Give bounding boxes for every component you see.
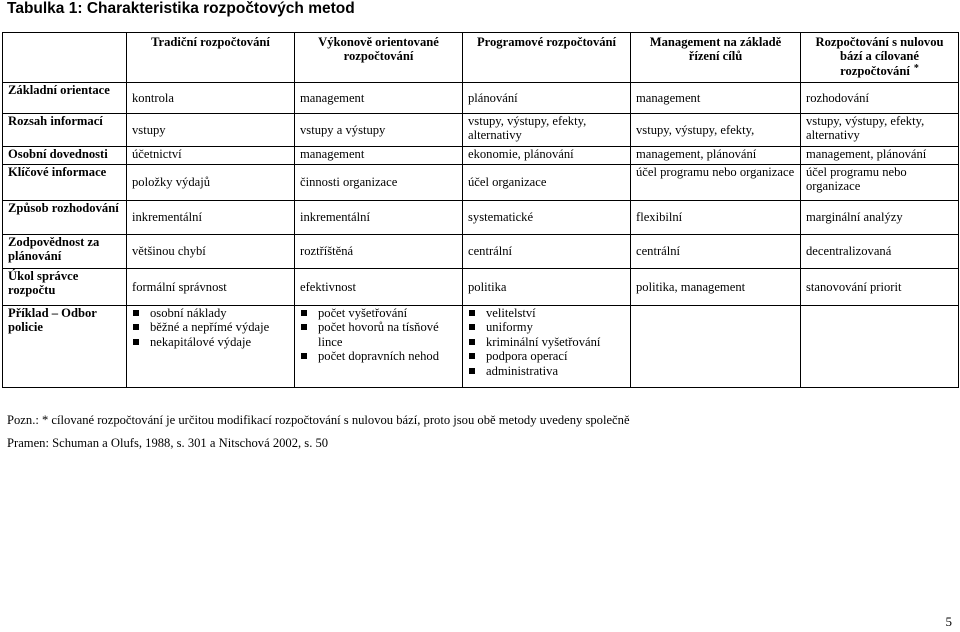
table-cell: kontrola bbox=[127, 83, 295, 114]
table-row-informace bbox=[3, 114, 959, 147]
list-item: uniformy bbox=[468, 320, 625, 334]
table-cell: flexibilní bbox=[631, 201, 801, 235]
bullet-list bbox=[300, 306, 457, 364]
table-cell: centrální bbox=[631, 235, 801, 269]
table-row-dovednosti bbox=[3, 147, 959, 165]
table-cell: inkrementální bbox=[295, 201, 463, 235]
table-cell: účetnictví bbox=[127, 147, 295, 165]
table-cell: management bbox=[295, 83, 463, 114]
table-cell: marginální analýzy bbox=[801, 201, 959, 235]
table-cell: plánování bbox=[463, 83, 631, 114]
table-cell: management, plánování bbox=[801, 147, 959, 165]
table-cell: politika, management bbox=[631, 269, 801, 306]
table-row-zodpovednost bbox=[3, 235, 959, 269]
table-cell: vstupy, výstupy, efekty, alternativy bbox=[463, 114, 631, 147]
row-label-rozhodovani: Způsob rozhodování bbox=[3, 201, 127, 235]
table-cell: management, plánování bbox=[631, 147, 801, 165]
table-cell: decentralizovaná bbox=[801, 235, 959, 269]
table-cell: činnosti organizace bbox=[295, 165, 463, 201]
footnote-mark: * bbox=[913, 62, 919, 74]
list-item: nekapitálové výdaje bbox=[132, 335, 289, 349]
table-row-orientace bbox=[3, 83, 959, 114]
table-cell bbox=[463, 306, 631, 388]
table-cell bbox=[631, 306, 801, 388]
table-cell: většinou chybí bbox=[127, 235, 295, 269]
table-caption: Tabulka 1: Charakteristika rozpočtových metod bbox=[7, 0, 355, 17]
table-cell: systematické bbox=[463, 201, 631, 235]
row-label-informace: Rozsah informací bbox=[3, 114, 127, 147]
corner-cell bbox=[3, 33, 127, 83]
header-row bbox=[3, 33, 959, 83]
table-cell bbox=[801, 306, 959, 388]
col-header-vykonove: Výkonově orientované rozpočtování bbox=[295, 33, 463, 83]
row-label-priklad: Příklad – Odbor policie bbox=[3, 306, 127, 388]
bullet-list bbox=[468, 306, 625, 378]
table-cell: vstupy, výstupy, efekty, bbox=[631, 114, 801, 147]
table-cell: položky výdajů bbox=[127, 165, 295, 201]
row-label-zodpovednost: Zodpovědnost za plánování bbox=[3, 235, 127, 269]
table-cell: vstupy, výstupy, efekty, alternativy bbox=[801, 114, 959, 147]
table-cell: stanovování priorit bbox=[801, 269, 959, 306]
table-row-ukol bbox=[3, 269, 959, 306]
table-cell: účel organizace bbox=[463, 165, 631, 201]
col-header-management-cilu: Management na základě řízení cílů bbox=[631, 33, 801, 83]
table-cell: management bbox=[631, 83, 801, 114]
row-label-klicove-informace: Klíčové informace bbox=[3, 165, 127, 201]
bullet-list bbox=[132, 306, 289, 349]
table-cell: management bbox=[295, 147, 463, 165]
table-cell: rozhodování bbox=[801, 83, 959, 114]
table-note: Pozn.: * cílované rozpočtování je určitou modifikací rozpočtování s nulovou bází, proto jsou obě metody uvedeny společně bbox=[7, 413, 630, 427]
list-item: velitelství bbox=[468, 306, 625, 320]
table-cell: formální správnost bbox=[127, 269, 295, 306]
page-number: 5 bbox=[945, 614, 952, 629]
col-header-nulova-baze bbox=[801, 33, 959, 83]
table-row-rozhodovani bbox=[3, 201, 959, 235]
row-label-ukol: Úkol správce rozpočtu bbox=[3, 269, 127, 306]
list-item: kriminální vyšetřování bbox=[468, 335, 625, 349]
table-cell: ekonomie, plánování bbox=[463, 147, 631, 165]
list-item: administrativa bbox=[468, 364, 625, 378]
table-cell: účel programu nebo organizace bbox=[631, 165, 801, 201]
table-source: Pramen: Schuman a Olufs, 1988, s. 301 a Nitschová 2002, s. 50 bbox=[7, 436, 329, 450]
table-cell: politika bbox=[463, 269, 631, 306]
table-cell bbox=[127, 306, 295, 388]
col-header-nulova-baze-text: Rozpočtování s nulovou bází a cílované rozpočtování bbox=[815, 35, 944, 78]
table-cell: inkrementální bbox=[127, 201, 295, 235]
list-item: počet vyšetřování bbox=[300, 306, 457, 320]
list-item: běžné a nepřímé výdaje bbox=[132, 320, 289, 334]
table-row-klicove-informace bbox=[3, 165, 959, 201]
table-cell: účel programu nebo organizace bbox=[801, 165, 959, 201]
list-item: počet hovorů na tísňové lince bbox=[300, 320, 457, 349]
methods-table bbox=[2, 32, 959, 388]
list-item: podpora operací bbox=[468, 349, 625, 363]
list-item: počet dopravních nehod bbox=[300, 349, 457, 363]
table-cell: roztříštěná bbox=[295, 235, 463, 269]
table-cell: vstupy bbox=[127, 114, 295, 147]
table-cell bbox=[295, 306, 463, 388]
row-label-dovednosti: Osobní dovednosti bbox=[3, 147, 127, 165]
list-item: osobní náklady bbox=[132, 306, 289, 320]
table-cell: efektivnost bbox=[295, 269, 463, 306]
row-label-orientace: Základní orientace bbox=[3, 83, 127, 114]
table-row-priklad bbox=[3, 306, 959, 388]
col-header-programove: Programové rozpočtování bbox=[463, 33, 631, 83]
table-cell: centrální bbox=[463, 235, 631, 269]
table-cell: vstupy a výstupy bbox=[295, 114, 463, 147]
col-header-tradicni: Tradiční rozpočtování bbox=[127, 33, 295, 83]
